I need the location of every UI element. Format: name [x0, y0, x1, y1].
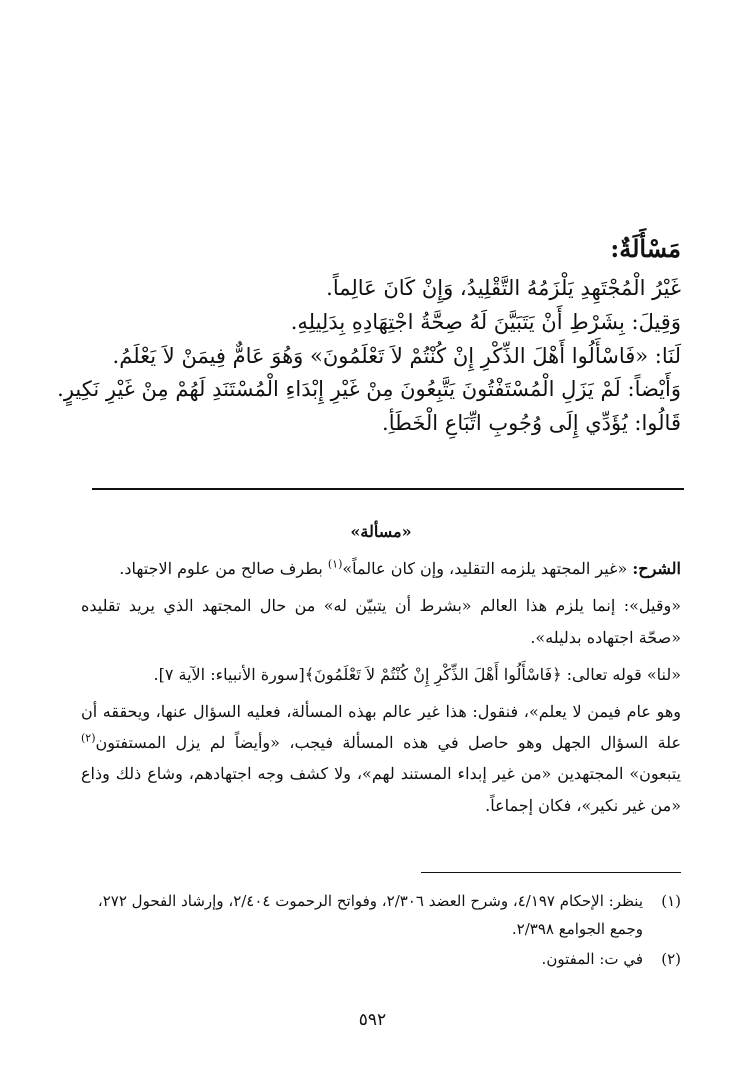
sharh-paragraph-4: [81, 696, 681, 821]
sharh-lead: الشرح:: [632, 559, 681, 579]
matn-line-5: قَالُوا: يُؤَدِّي إِلَى وُجُوبِ اتِّبَاعِ الْخَطَأِ.: [382, 410, 681, 435]
sharh-title: «مسألة»: [350, 522, 412, 541]
footnote-1: [81, 888, 681, 944]
matn-line-3: لَنَا: «فَاسْأَلُوا أَهْلَ الذِّكْرِ إِنْ كُنْتُمْ لاَ تَعْلَمُونَ» وَهُوَ عَامٌّ فِيمَنْ لاَ يَعْلَمُ.: [112, 343, 681, 368]
matn-section: [57, 230, 681, 440]
footnote-number: (٢): [661, 949, 681, 968]
sharh-p4-text-b: يتبعون» المجتهدين «من غير إبداء المستند لهم»، ولا كشف وجه اجتهادهم، وشاع ذلك وذاع «من غير نكير»، فكان إجماعاً.: [81, 764, 681, 815]
footnote-divider: [421, 872, 681, 873]
footnote-number: (١): [661, 892, 681, 910]
sharh-paragraph-3: «لنا» قوله تعالى: ﴿فَاسْأَلُوا أَهْلَ الذِّكْرِ إِنْ كُنْتُمْ لاَ تَعْلَمُونَ﴾[سورة الأنبياء: الآية ٧].: [153, 664, 681, 684]
footnotes-section: [81, 888, 681, 975]
matn-line-4: وَأَيْضاً: لَمْ يَزَلِ الْمُسْتَفْتُونَ يَتَّبِعُونَ مِنْ غَيْرِ إِبْدَاءِ الْمُسْتَنَدِ لَهُمْ مِنْ غَيْرِ نَكِيرٍ.: [57, 377, 681, 402]
footnote-text: في ت: المفتون.: [541, 949, 643, 968]
matn-line-2: وَقِيلَ: بِشَرْطِ أَنْ يَتَبَيَّنَ لَهُ صِحَّةُ اجْتِهَادِهِ بِدَلِيلِهِ.: [290, 309, 681, 334]
footnote-2: [81, 946, 681, 974]
sharh-p4-text-a: وهو عام فيمن لا يعلم»، فنقول: هذا غير عالم بهذه المسألة، فعليه السؤال عنها، ويحققه أن علة السؤال الجهل وهو حاصل في هذه المسألة فيجب، «وأيضاً لم يزل المستفتون: [81, 701, 681, 753]
page-number: ٥٩٢: [358, 1010, 387, 1030]
sharh-section: [81, 516, 681, 827]
footnote-text: ينظر: الإحكام ٤/١٩٧، وشرح العضد ٢/٣٠٦، وفواتح الرحموت ٢/٤٠٤، وإرشاد الفحول ٢٧٢، وجمع الجوامع ٢/٣٩٨.: [97, 892, 643, 938]
sharh-paragraph-1: [81, 553, 681, 584]
sharh-paragraph-2: «وقيل»: إنما يلزم هذا العالم «بشرط أن يتبيّن له» من حال المجتهد الذي يريد تقليده «صحّة اجتهاده بدليله».: [81, 596, 681, 647]
footnote-ref-1: (١): [327, 557, 343, 571]
matn-line-1: غَيْرُ الْمُجْتَهِدِ يَلْزَمُهُ التَّقْلِيدُ، وَإِنْ كَانَ عَالِماً.: [326, 276, 681, 301]
section-divider: [92, 488, 684, 490]
sharh-p1-text-b: بطرف صالح من علوم الاجتهاد.: [119, 559, 328, 579]
matn-title: مَسْأَلَةٌ:: [610, 234, 681, 263]
sharh-p1-text-a: «غير المجتهد يلزمه التقليد، وإن كان عالماً»: [342, 559, 633, 579]
footnote-ref-2: (٢): [81, 731, 96, 745]
